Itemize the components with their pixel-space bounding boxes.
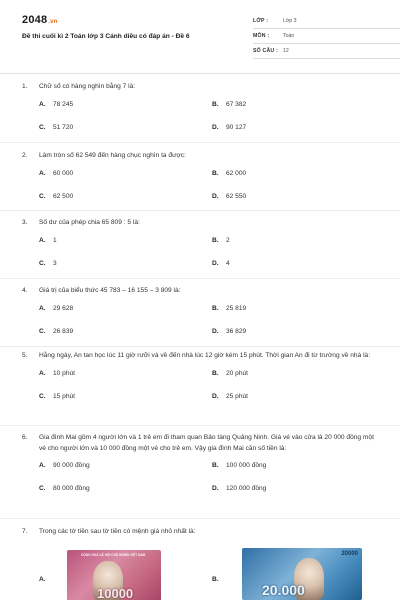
option-c[interactable] xyxy=(39,328,73,335)
option-a[interactable] xyxy=(39,101,73,108)
option-text: 4 xyxy=(226,259,230,267)
option-letter: D. xyxy=(212,192,219,200)
question-5 xyxy=(22,351,382,412)
banknote-value-text: 20.000 xyxy=(262,582,305,598)
option-d[interactable] xyxy=(212,124,246,131)
question-number: 7. xyxy=(22,528,28,535)
option-letter: C. xyxy=(39,327,46,335)
question-number: 1. xyxy=(22,83,28,90)
option-b[interactable] xyxy=(212,576,226,583)
option-b[interactable] xyxy=(212,237,230,244)
option-d[interactable] xyxy=(212,328,246,335)
question-stem xyxy=(22,218,382,229)
option-text: 90 127 xyxy=(226,123,247,131)
option-letter: A. xyxy=(39,236,46,244)
answer-options xyxy=(39,297,382,347)
question-number: 3. xyxy=(22,219,28,226)
option-text: 100 000 đồng xyxy=(226,462,267,469)
question-6 xyxy=(22,433,382,504)
option-letter: D. xyxy=(212,123,219,131)
question-7 xyxy=(22,527,382,538)
option-a[interactable] xyxy=(39,576,53,583)
option-text: 25 819 xyxy=(226,304,247,312)
question-text: Số dư của phép chia 65 809 : 5 là: xyxy=(39,219,140,226)
option-text: 60 000 xyxy=(53,169,74,177)
question-text: Gia đình Mai gồm 4 người lớn và 1 trẻ em đi tham quan Bảo tàng Quảng Ninh. Giá vé vào cửa là 20 000 đồng một vé cho người lớn và 10 000 đồng một vé cho trẻ em. Vậy gia đình Mai cần số tiền là: xyxy=(39,434,374,452)
logo-text: 2048 xyxy=(22,14,48,26)
question-separator xyxy=(0,142,400,143)
question-stem xyxy=(22,433,382,454)
option-text: 78 245 xyxy=(53,100,74,108)
option-letter: D. xyxy=(212,485,219,492)
option-letter: B. xyxy=(212,100,219,108)
option-text: 67 382 xyxy=(226,100,247,108)
meta-value: Toán xyxy=(283,33,295,39)
option-d[interactable] xyxy=(212,260,230,267)
option-letter: A. xyxy=(39,576,46,583)
option-c[interactable] xyxy=(39,393,75,400)
option-text: 62 500 xyxy=(53,192,74,200)
meta-row-question-count xyxy=(253,44,400,59)
option-d[interactable] xyxy=(212,193,246,200)
question-text: Làm tròn số 62 549 đến hàng chục nghìn ta được: xyxy=(39,152,186,159)
banknote-value-text: 10000 xyxy=(97,586,134,600)
option-letter: D. xyxy=(212,327,219,335)
option-letter: A. xyxy=(39,369,46,377)
question-number: 6. xyxy=(22,434,28,441)
question-stem xyxy=(22,527,382,538)
option-b[interactable] xyxy=(212,101,246,108)
meta-label: SỐ CÂU : xyxy=(253,48,278,54)
option-text: 120 000 đồng xyxy=(226,485,267,492)
question-stem xyxy=(22,82,382,93)
meta-value: 12 xyxy=(283,48,289,54)
option-c[interactable] xyxy=(39,124,73,131)
option-text: 29 628 xyxy=(53,304,74,312)
option-a[interactable] xyxy=(39,305,73,312)
option-letter: C. xyxy=(39,259,46,267)
question-stem xyxy=(22,351,382,362)
question-2 xyxy=(22,151,382,212)
answer-options xyxy=(39,229,382,279)
question-stem xyxy=(22,151,382,162)
question-separator xyxy=(0,425,400,426)
answer-options xyxy=(39,93,382,143)
document-title: Đề thi cuối kì 2 Toán lớp 3 Cánh diều có đáp án - Đề 6 xyxy=(22,33,190,40)
logo-extension: .vn xyxy=(48,19,58,25)
header-divider xyxy=(0,73,400,74)
option-letter: B. xyxy=(212,236,219,244)
option-text: 51 720 xyxy=(53,123,74,131)
option-c[interactable] xyxy=(39,485,90,492)
option-letter: A. xyxy=(39,304,46,312)
question-separator xyxy=(0,210,400,211)
option-b[interactable] xyxy=(212,170,246,177)
meta-table xyxy=(253,14,400,59)
meta-label: LỚP : xyxy=(253,18,269,24)
meta-row-class xyxy=(253,14,400,29)
option-letter: A. xyxy=(39,100,46,108)
option-b[interactable] xyxy=(212,370,248,377)
option-text: 3 xyxy=(53,259,57,267)
option-letter: C. xyxy=(39,192,46,200)
option-letter: D. xyxy=(212,392,219,400)
option-a[interactable] xyxy=(39,370,75,377)
question-1 xyxy=(22,82,382,143)
banknote-20000-image[interactable] xyxy=(242,548,362,600)
question-text: Hằng ngày, An tan học lúc 11 giờ rưỡi và về đến nhà lúc 12 giờ kém 15 phút. Thời gian An đi từ trường về nhà là: xyxy=(39,352,371,359)
question-text: Chữ số có hàng nghìn bằng 7 là: xyxy=(39,83,136,90)
meta-label: MÔN : xyxy=(253,33,270,39)
option-letter: B. xyxy=(212,462,219,469)
question-number: 4. xyxy=(22,287,28,294)
option-text: 26 839 xyxy=(53,327,74,335)
question-text: Trong các tờ tiền sau tờ tiền có mệnh giá nhỏ nhất là: xyxy=(39,528,196,535)
option-c[interactable] xyxy=(39,260,57,267)
option-text: 20 phút xyxy=(226,369,248,377)
option-letter: C. xyxy=(39,123,46,131)
option-c[interactable] xyxy=(39,193,73,200)
banknote-10000-image[interactable] xyxy=(67,550,161,600)
answer-options xyxy=(39,362,382,412)
option-d[interactable] xyxy=(212,485,266,492)
option-letter: B. xyxy=(212,576,219,583)
option-letter: B. xyxy=(212,169,219,177)
option-letter: D. xyxy=(212,259,219,267)
answer-options xyxy=(39,162,382,212)
meta-value: Lớp 3 xyxy=(283,18,297,24)
option-text: 15 phút xyxy=(53,392,75,400)
question-number: 5. xyxy=(22,352,28,359)
option-letter: B. xyxy=(212,369,219,377)
option-letter: C. xyxy=(39,485,46,492)
option-b[interactable] xyxy=(212,462,266,469)
question-3 xyxy=(22,218,382,279)
question-separator xyxy=(0,278,400,279)
question-stem xyxy=(22,286,382,297)
option-text: 25 phút xyxy=(226,392,248,400)
option-letter: B. xyxy=(212,304,219,312)
option-d[interactable] xyxy=(212,393,248,400)
option-a[interactable] xyxy=(39,462,90,469)
answer-options xyxy=(39,454,382,504)
option-text: 62 000 xyxy=(226,169,247,177)
document-header xyxy=(22,14,382,62)
meta-row-subject xyxy=(253,29,400,44)
question-separator xyxy=(0,518,400,519)
option-text: 62 550 xyxy=(226,192,247,200)
banknote-header-text: CỘNG HOÀ XÃ HỘI CHỦ NGHĨA VIỆT NAM xyxy=(81,553,146,557)
option-letter: A. xyxy=(39,462,46,469)
question-text: Giá trị của biểu thức 45 783 – 16 155 – 3 809 là: xyxy=(39,287,181,294)
option-text: 36 829 xyxy=(226,327,247,335)
site-logo[interactable] xyxy=(22,14,58,26)
banknote-corner-value: 20000 xyxy=(341,551,358,557)
option-letter: C. xyxy=(39,392,46,400)
option-b[interactable] xyxy=(212,305,246,312)
option-text: 10 phút xyxy=(53,369,75,377)
option-text: 80 000 đồng xyxy=(53,485,90,492)
option-a[interactable] xyxy=(39,170,73,177)
option-letter: A. xyxy=(39,169,46,177)
option-text: 2 xyxy=(226,236,230,244)
question-number: 2. xyxy=(22,152,28,159)
option-text: 1 xyxy=(53,236,57,244)
option-text: 90 000 đồng xyxy=(53,462,90,469)
question-4 xyxy=(22,286,382,347)
option-a[interactable] xyxy=(39,237,57,244)
question-separator xyxy=(0,346,400,347)
